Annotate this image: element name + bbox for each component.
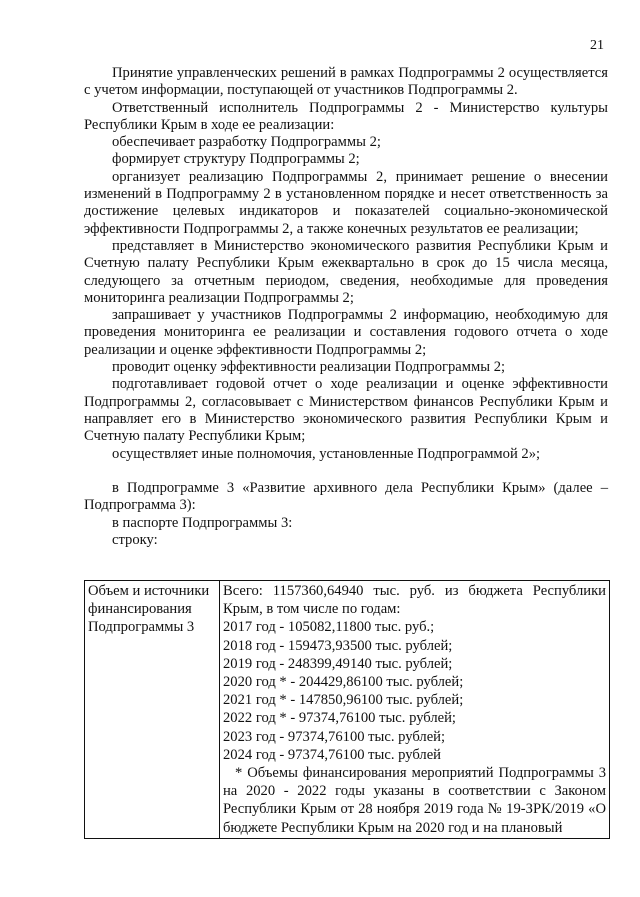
paragraph: в Подпрограмме 3 «Развитие архивного дела Республики Крым» (далее – Подпрограмма 3): xyxy=(84,480,608,514)
paragraph: запрашивает у участников Подпрограммы 2 информацию, необходимую для проведения мониторинга ее реализации и составления годового отчета о ходе реализации и оценке эффективности Подпрограммы 2; xyxy=(84,307,608,358)
year-line: 2018 год - 159473,93500 тыс. рублей; xyxy=(223,637,453,654)
year-line: 2020 год * - 204429,86100 тыс. рублей; xyxy=(223,674,464,691)
paragraph: представляет в Министерство экономического развития Республики Крым и Счетную палату Республики Крым ежеквартально в срок до 15 числа месяца, следующего за отчетным периодом, сведения, необходимые для проведения мониторинга реализации Подпрограммы 2; xyxy=(84,237,608,306)
paragraph: формирует структуру Подпрограммы 2; xyxy=(112,151,360,168)
year-line: 2021 год * - 147850,96100 тыс. рублей; xyxy=(223,692,464,709)
total-line: Всего: 1157360,64940 тыс. руб. из бюджета Республики Крым, в том числе по годам: xyxy=(223,583,606,618)
year-line: 2017 год - 105082,11800 тыс. руб.; xyxy=(223,619,435,636)
year-line: 2023 год - 97374,76100 тыс. рублей; xyxy=(223,728,446,745)
year-line: 2022 год * - 97374,76100 тыс. рублей; xyxy=(223,710,456,727)
paragraph: обеспечивает разработку Подпрограммы 2; xyxy=(112,134,381,151)
table-cell-value xyxy=(220,581,610,839)
passport-table xyxy=(84,580,610,839)
paragraph: Принятие управленческих решений в рамках Подпрограммы 2 осуществляется с учетом информации, поступающей от участников Подпрограммы 2. xyxy=(84,65,608,99)
year-line: 2024 год - 97374,76100 тыс. рублей xyxy=(223,746,441,763)
row-label: Объем и источники финансирования Подпрограммы 3 xyxy=(88,583,210,636)
spacer xyxy=(84,463,608,480)
paragraph: подготавливает годовой отчет о ходе реализации и оценке эффективности Подпрограммы 2, согласовывает с Министерством финансов Республики Крым и направляет его в Министерство экономического развития Республики Крым и Счетную палату Республики Крым; xyxy=(84,376,608,445)
paragraph: Ответственный исполнитель Подпрограммы 2 - Министерство культуры Республики Крым в ходе ее реализации: xyxy=(84,99,608,133)
funding-note: * Объемы финансирования мероприятий Подпрограммы 3 на 2020 - 2022 годы указаны в соответствии с Законом Республики Крым от 28 ноября 2019 года № 19-ЗРК/2019 «О бюджете Республики Крым на 2020 год и на плановый xyxy=(223,765,606,836)
paragraph: организует реализацию Подпрограммы 2, принимает решение о внесении изменений в Подпрограмму 2 в установленном порядке и несет ответственность за достижение целевых индикаторов и показателей социально-экономической эффективности Подпрограммы 2, а также конечных результатов ее реализации; xyxy=(84,168,608,237)
table-cell-label xyxy=(85,581,220,839)
table-row xyxy=(85,581,610,839)
paragraph: в паспорте Подпрограммы 3: xyxy=(112,514,293,531)
body-text xyxy=(84,65,608,549)
paragraph: строку: xyxy=(112,532,158,549)
paragraph: осуществляет иные полномочия, установленные Подпрограммой 2»; xyxy=(112,445,541,462)
paragraph: проводит оценку эффективности реализации Подпрограммы 2; xyxy=(112,359,506,376)
page-number: 21 xyxy=(590,38,604,53)
year-line: 2019 год - 248399,49140 тыс. рублей; xyxy=(223,655,453,672)
